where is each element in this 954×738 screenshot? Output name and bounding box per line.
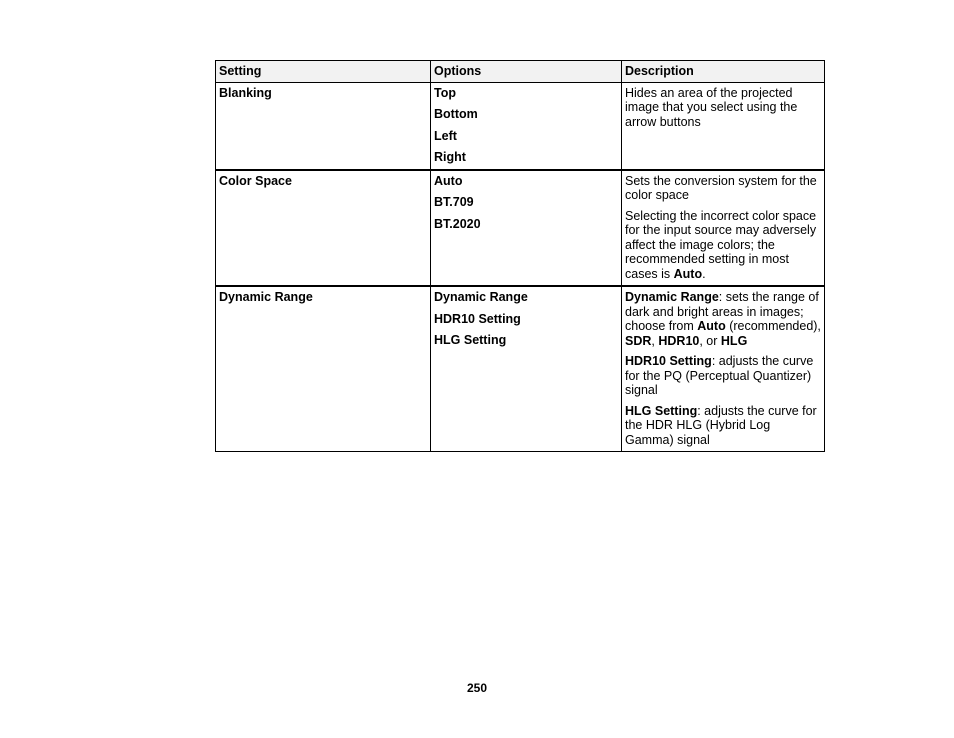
description-text: Hides an area of the projected image that you select using the arrow buttons — [625, 85, 798, 129]
settings-table — [215, 60, 825, 452]
description-paragraph — [625, 174, 821, 203]
option-item: BT.2020 — [434, 216, 481, 231]
setting-name: Blanking — [219, 85, 272, 100]
option-item: Dynamic Range — [434, 290, 528, 304]
description-paragraph — [625, 209, 821, 282]
option-item: Auto — [434, 173, 463, 188]
page-number: 250 — [466, 681, 488, 695]
description-emphasis: Auto — [697, 319, 726, 333]
description-paragraph — [625, 354, 821, 398]
description-text: Sets the conversion system for the color space — [625, 173, 817, 202]
description-emphasis: Dynamic Range — [625, 290, 719, 304]
table-body — [216, 82, 825, 452]
setting-name: Dynamic Range — [219, 290, 313, 304]
description-emphasis: HLG — [720, 333, 748, 348]
description-text: : sets the range of dark and bright areas in images; choose from — [625, 290, 819, 333]
description-text: : adjusts the curve for the HDR HLG (Hybrid Log Gamma) signal — [625, 403, 817, 447]
description-cell — [622, 82, 825, 170]
description-text: . — [702, 266, 706, 281]
setting-name: Color Space — [219, 173, 292, 188]
description-emphasis: HDR10 — [658, 333, 700, 348]
header-options: Options — [431, 61, 622, 83]
option-item: Bottom — [434, 107, 478, 121]
header-description: Description — [622, 61, 825, 83]
header-setting: Setting — [216, 61, 431, 83]
table-row — [216, 82, 825, 170]
description-text: , — [651, 333, 659, 348]
option-item: HLG Setting — [434, 333, 507, 347]
description-paragraph — [625, 290, 821, 348]
description-cell — [622, 170, 825, 287]
description-text: (recommended), — [725, 319, 821, 333]
setting-cell — [216, 82, 431, 170]
description-emphasis: HDR10 Setting — [625, 354, 712, 368]
description-text: , or — [699, 333, 721, 348]
option-item: Right — [434, 150, 466, 164]
table-row — [216, 286, 825, 452]
setting-cell — [216, 170, 431, 287]
description-paragraph — [625, 404, 821, 448]
description-emphasis: SDR — [625, 333, 652, 348]
options-cell — [431, 286, 622, 452]
description-paragraph — [625, 86, 821, 130]
option-item: HDR10 Setting — [434, 311, 521, 326]
description-cell — [622, 286, 825, 452]
setting-cell — [216, 286, 431, 452]
table-row — [216, 170, 825, 287]
option-item: Top — [434, 85, 456, 100]
options-cell — [431, 82, 622, 170]
description-emphasis: Auto — [673, 266, 703, 281]
description-emphasis: HLG Setting — [625, 403, 698, 418]
options-cell — [431, 170, 622, 287]
description-text: Selecting the incorrect color space for the input source may adversely affect the image colors; the recommended setting in most cases is — [625, 208, 817, 281]
option-item: BT.709 — [434, 195, 474, 209]
option-item: Left — [434, 128, 457, 143]
description-text: : adjusts the curve for the PQ (Perceptual Quantizer) signal — [625, 354, 814, 397]
table-header-row — [216, 61, 825, 83]
